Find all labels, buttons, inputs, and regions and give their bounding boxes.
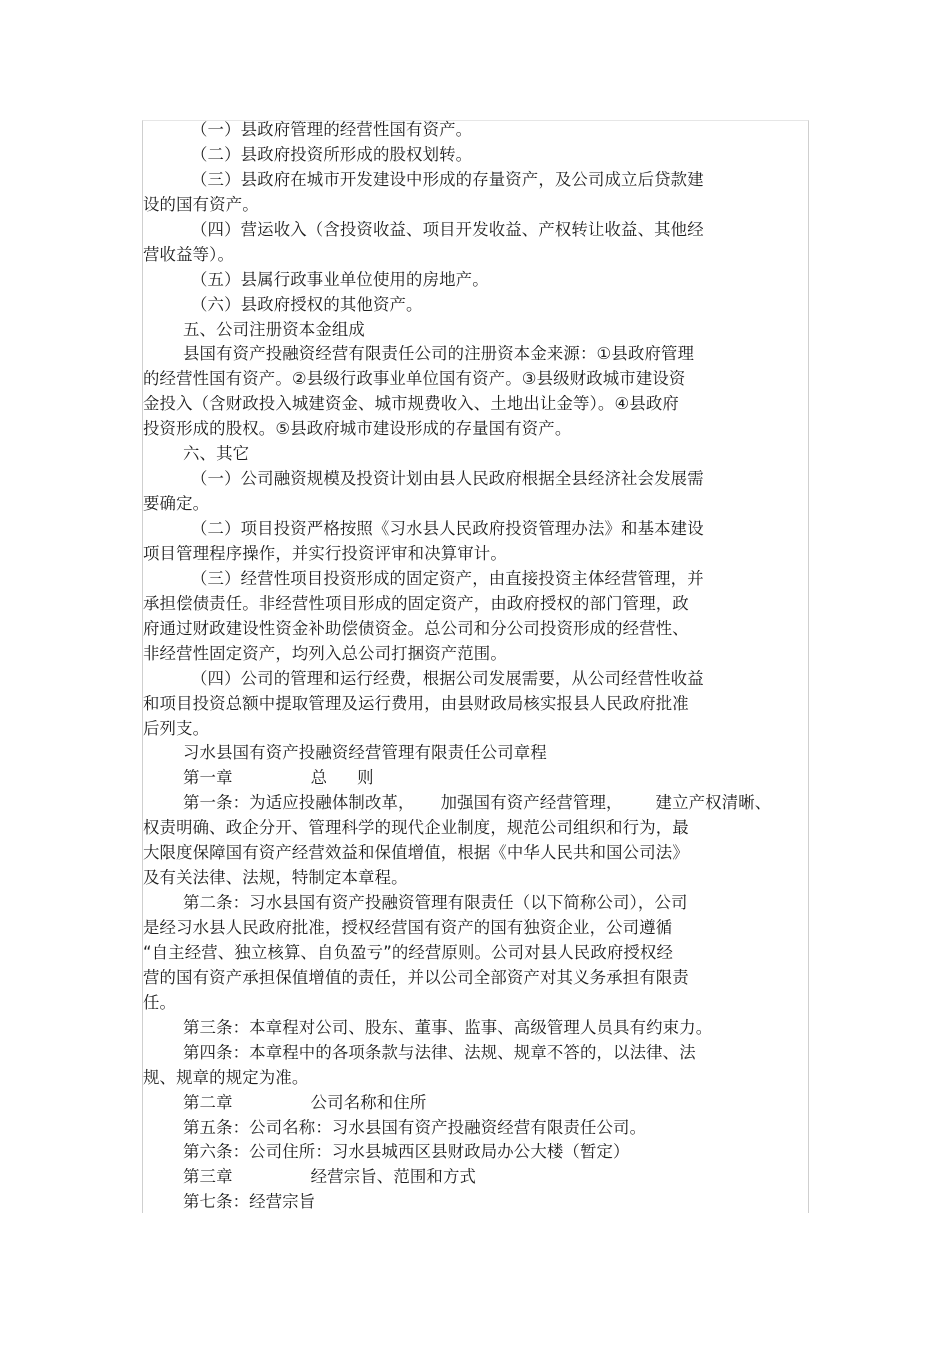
text-line: “自主经营、独立核算、自负盈亏”的经营原则。公司对县人民政府授权经 [143,942,674,962]
text-line: 和项目投资总额中提取管理及运行费用，由县财政局核实报县人民政府批准 [143,693,689,713]
text-line: （四）公司的管理和运行经费，根据公司发展需要，从公司经营性收益 [191,668,704,688]
text-fragment: 建立产权清晰、 [655,793,772,813]
document-title: 习水县国有资产投融资经营管理有限责任公司章程 [183,743,547,763]
text-line: （二）县政府投资所形成的股权划转。 [191,144,473,164]
chapter-title-part: 总 [310,768,328,788]
text-line: 项目管理程序操作，并实行投资评审和决算审计。 [143,543,507,563]
text-line: 县国有资产投融资经营有限责任公司的注册资本金来源：①县政府管理 [183,344,695,364]
chapter-number: 第一章 [183,768,233,788]
text-line: 第五条：公司名称：习水县国有资产投融资经营有限责任公司。 [183,1117,647,1137]
text-line: 第六条：公司住所：习水县城西区县财政局办公大楼（暂定） [183,1142,630,1162]
text-line: （三）经营性项目投资形成的固定资产，由直接投资主体经营管理，并 [191,568,704,588]
chapter-heading [143,1165,798,1190]
chapter-heading [143,1091,798,1116]
chapter-title: 经营宗旨、范围和方式 [310,1167,477,1187]
section-heading: 五、公司注册资本金组成 [183,319,365,339]
text-line: 要确定。 [143,494,210,514]
text-line: （六）县政府授权的其他资产。 [191,294,423,314]
text-line: 投资形成的股权。⑤县政府城市建设形成的存量国有资产。 [143,419,572,439]
text-line: 金投入（含财政投入城建资金、城市规费收入、土地出让金等）。④县政府 [143,394,679,414]
text-line: 及有关法律、法规，特制定本章程。 [143,868,408,888]
text-line: 任。 [143,992,177,1012]
section-heading: 六、其它 [183,444,250,464]
article-line [143,791,798,816]
text-line: （二）项目投资严格按照《习水县人民政府投资管理办法》和基本建设 [191,519,704,538]
text-line: 设的国有资产。 [143,194,259,214]
text-fragment: 加强国有资产经营管理， [440,793,623,813]
chapter-number: 第二章 [183,1092,233,1112]
text-line: 大限度保障国有资产经营效益和保值增值，根据《中华人民共和国公司法》 [143,843,689,863]
text-line: 后列支。 [143,718,210,738]
chapter-title: 公司名称和住所 [310,1092,427,1112]
chapter-heading [143,766,798,791]
chapter-number: 第三章 [183,1167,233,1187]
text-line: 承担偿债责任。非经营性项目形成的固定资产，由政府授权的部门管理，政 [143,593,689,613]
text-line: 府通过财政建设性资金补助偿债资金。总公司和分公司投资形成的经营性、 [143,618,689,638]
document-body [143,118,798,1215]
text-line: （五）县属行政事业单位使用的房地产。 [191,269,489,289]
text-line: （三）县政府在城市开发建设中形成的存量资产，及公司成立后贷款建 [191,169,704,189]
text-line: 非经营性固定资产，均列入总公司打捆资产范围。 [143,643,507,663]
text-line: 权责明确、政企分开、管理科学的现代企业制度，规范公司组织和行为，最 [143,818,689,838]
text-line: 第二条：习水县国有资产投融资管理有限责任（以下简称公司），公司 [183,893,688,913]
text-fragment: 第一条：为适应投融体制改革， [183,793,415,813]
text-line: 规、规章的规定为准。 [143,1067,309,1087]
text-line: 营的国有资产承担保值增值的责任，并以公司全部资产对其义务承担有限责 [143,967,689,987]
text-line: 第四条：本章程中的各项条款与法律、法规、规章不答的，以法律、法 [183,1042,696,1062]
text-line: 第三条：本章程对公司、股东、董事、监事、高级管理人员具有约束力。 [183,1017,713,1037]
text-line: 第七条：经营宗旨 [183,1192,316,1212]
text-line: 营收益等）。 [143,244,235,264]
chapter-title-part: 则 [357,768,374,788]
text-line: 的经营性国有资产。②县级行政事业单位国有资产。③县级财政城市建设资 [143,369,686,389]
text-line: （一）县政府管理的经营性国有资产。 [191,120,473,139]
text-line: （四）营运收入（含投资收益、项目开发收益、产权转让收益、其他经 [191,219,704,239]
text-line: 是经习水县人民政府批准，授权经营国有资产的国有独资企业，公司遵循 [143,918,673,937]
text-line: （一）公司融资规模及投资计划由县人民政府根据全县经济社会发展需 [191,469,704,489]
